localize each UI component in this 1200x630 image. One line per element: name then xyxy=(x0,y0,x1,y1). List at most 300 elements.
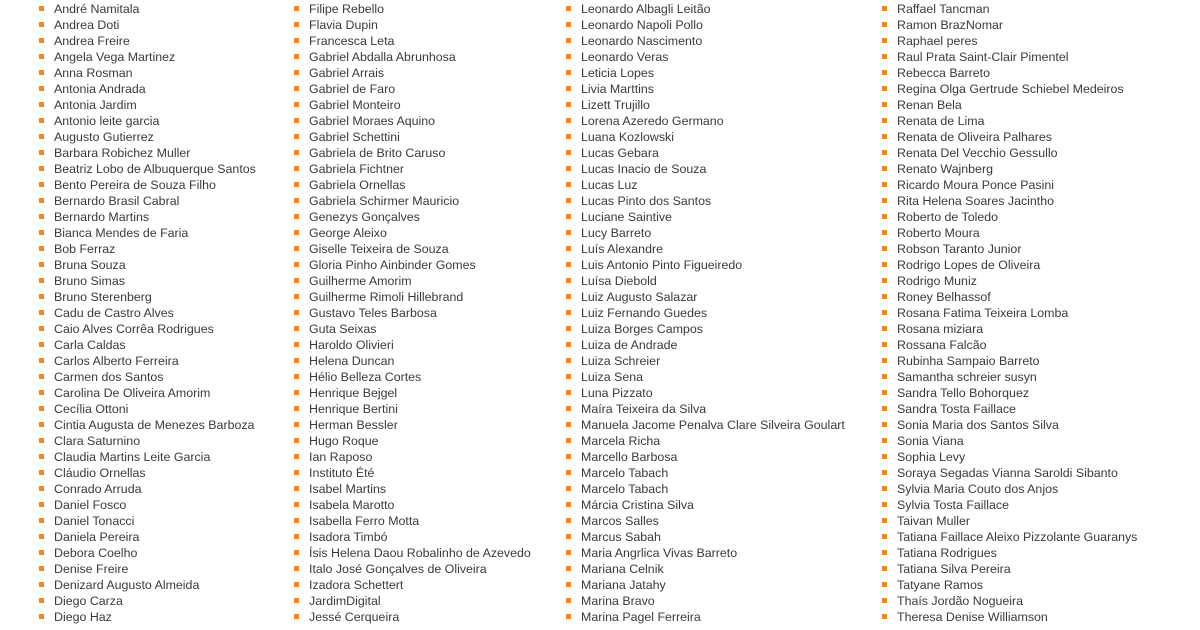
person-name: Leticia Lopes xyxy=(581,66,655,80)
square-bullet-icon xyxy=(882,182,887,187)
list-item xyxy=(565,465,890,481)
square-bullet-icon xyxy=(294,86,299,91)
square-bullet-icon xyxy=(294,230,299,235)
person-name: Regina Olga Gertrude Schiebel Medeiros xyxy=(897,82,1124,96)
list-item xyxy=(881,81,1196,97)
list-item xyxy=(38,65,288,81)
list-item xyxy=(293,129,563,145)
list-item xyxy=(565,545,890,561)
list-item xyxy=(293,241,563,257)
list-item xyxy=(293,545,563,561)
person-name: Conrado Arruda xyxy=(54,482,142,496)
square-bullet-icon xyxy=(882,486,887,491)
names-column-3 xyxy=(565,1,890,625)
person-name: Tatiana Rodrigues xyxy=(897,546,997,560)
person-name: Bruno Simas xyxy=(54,274,125,288)
square-bullet-icon xyxy=(882,358,887,363)
square-bullet-icon xyxy=(566,118,571,123)
list-item xyxy=(38,241,288,257)
person-name: Luiza Borges Campos xyxy=(581,322,703,336)
list-item xyxy=(565,129,890,145)
list-item xyxy=(38,273,288,289)
square-bullet-icon xyxy=(882,614,887,619)
person-name: Bruna Souza xyxy=(54,258,126,272)
list-item xyxy=(565,401,890,417)
list-item xyxy=(881,49,1196,65)
list-item xyxy=(881,65,1196,81)
person-name: Raul Prata Saint-Clair Pimentel xyxy=(897,50,1069,64)
square-bullet-icon xyxy=(294,518,299,523)
person-name: Luísa Diebold xyxy=(581,274,657,288)
square-bullet-icon xyxy=(566,534,571,539)
person-name: Rubinha Sampaio Barreto xyxy=(897,354,1040,368)
list-item xyxy=(565,193,890,209)
person-name: Mariana Jatahy xyxy=(581,578,666,592)
list-item xyxy=(881,305,1196,321)
person-name: Haroldo Olivieri xyxy=(309,338,394,352)
square-bullet-icon xyxy=(882,502,887,507)
list-item xyxy=(38,529,288,545)
square-bullet-icon xyxy=(294,294,299,299)
list-item xyxy=(881,577,1196,593)
list-item xyxy=(38,481,288,497)
list-item xyxy=(565,241,890,257)
list-item xyxy=(293,177,563,193)
square-bullet-icon xyxy=(294,6,299,11)
person-name: Bob Ferraz xyxy=(54,242,116,256)
person-name: Lizett Trujillo xyxy=(581,98,650,112)
square-bullet-icon xyxy=(39,342,44,347)
list-item xyxy=(293,17,563,33)
person-name: Renata Del Vecchio Gessullo xyxy=(897,146,1058,160)
person-name: Henrique Bejgel xyxy=(309,386,398,400)
list-item xyxy=(881,513,1196,529)
square-bullet-icon xyxy=(294,550,299,555)
square-bullet-icon xyxy=(566,438,571,443)
person-name: Isabela Marotto xyxy=(309,498,395,512)
person-name: Augusto Gutierrez xyxy=(54,130,154,144)
square-bullet-icon xyxy=(294,598,299,603)
square-bullet-icon xyxy=(294,54,299,59)
square-bullet-icon xyxy=(294,502,299,507)
person-name: Gabriel Monteiro xyxy=(309,98,401,112)
square-bullet-icon xyxy=(566,566,571,571)
list-item xyxy=(293,65,563,81)
list-item xyxy=(565,593,890,609)
person-name: Gabriel Abdalla Abrunhosa xyxy=(309,50,456,64)
square-bullet-icon xyxy=(882,518,887,523)
person-name: Rosana miziara xyxy=(897,322,984,336)
person-name: Sylvia Tosta Faillace xyxy=(897,498,1010,512)
square-bullet-icon xyxy=(882,70,887,75)
square-bullet-icon xyxy=(39,470,44,475)
square-bullet-icon xyxy=(882,534,887,539)
person-name: Bento Pereira de Souza Filho xyxy=(54,178,216,192)
person-name: Leonardo Veras xyxy=(581,50,669,64)
list-item xyxy=(38,401,288,417)
square-bullet-icon xyxy=(39,182,44,187)
square-bullet-icon xyxy=(39,230,44,235)
list-item xyxy=(293,81,563,97)
square-bullet-icon xyxy=(566,230,571,235)
names-column-2 xyxy=(293,1,563,625)
person-name: Tatiana Faillace Aleixo Pizzolante Guaranys xyxy=(897,530,1138,544)
person-name: Renata de Oliveira Palhares xyxy=(897,130,1052,144)
list-item xyxy=(293,145,563,161)
person-name: Rosana Fatima Teixeira Lomba xyxy=(897,306,1069,320)
person-name: Antonia Andrada xyxy=(54,82,146,96)
list-item xyxy=(38,497,288,513)
square-bullet-icon xyxy=(566,198,571,203)
square-bullet-icon xyxy=(39,102,44,107)
square-bullet-icon xyxy=(566,6,571,11)
list-item xyxy=(38,225,288,241)
list-item xyxy=(881,529,1196,545)
person-name: Sonia Maria dos Santos Silva xyxy=(897,418,1059,432)
list-item xyxy=(565,369,890,385)
list-item xyxy=(293,305,563,321)
list-item xyxy=(565,225,890,241)
list-item xyxy=(293,257,563,273)
person-name: Clara Saturnino xyxy=(54,434,141,448)
person-name: Herman Bessler xyxy=(309,418,398,432)
person-name: Cadu de Castro Alves xyxy=(54,306,174,320)
person-name: Rodrigo Muniz xyxy=(897,274,977,288)
person-name: Denizard Augusto Almeida xyxy=(54,578,200,592)
person-name: Theresa Denise Williamson xyxy=(897,610,1048,624)
person-name: Rita Helena Soares Jacintho xyxy=(897,194,1055,208)
square-bullet-icon xyxy=(882,214,887,219)
list-item xyxy=(881,177,1196,193)
list-item xyxy=(38,49,288,65)
person-name: Bernardo Brasil Cabral xyxy=(54,194,180,208)
square-bullet-icon xyxy=(882,326,887,331)
person-name: Marcos Salles xyxy=(581,514,659,528)
person-name: Renan Bela xyxy=(897,98,962,112)
list-item xyxy=(881,433,1196,449)
square-bullet-icon xyxy=(566,390,571,395)
list-item xyxy=(565,273,890,289)
list-item xyxy=(881,241,1196,257)
square-bullet-icon xyxy=(39,518,44,523)
square-bullet-icon xyxy=(39,198,44,203)
square-bullet-icon xyxy=(294,214,299,219)
square-bullet-icon xyxy=(294,102,299,107)
list-item xyxy=(881,609,1196,625)
square-bullet-icon xyxy=(294,38,299,43)
list-item xyxy=(881,257,1196,273)
list-item xyxy=(881,369,1196,385)
person-name: Luiza Schreier xyxy=(581,354,661,368)
square-bullet-icon xyxy=(566,86,571,91)
square-bullet-icon xyxy=(294,486,299,491)
list-item xyxy=(38,209,288,225)
person-name: Italo José Gonçalves de Oliveira xyxy=(309,562,487,576)
person-name: Carla Caldas xyxy=(54,338,126,352)
square-bullet-icon xyxy=(882,102,887,107)
person-name: Filipe Rebello xyxy=(309,2,385,16)
person-name: Lucas Gebara xyxy=(581,146,659,160)
person-name: George Aleixo xyxy=(309,226,387,240)
square-bullet-icon xyxy=(566,70,571,75)
square-bullet-icon xyxy=(39,390,44,395)
square-bullet-icon xyxy=(294,70,299,75)
square-bullet-icon xyxy=(566,374,571,379)
list-item xyxy=(38,353,288,369)
list-item xyxy=(293,529,563,545)
list-item xyxy=(38,257,288,273)
square-bullet-icon xyxy=(566,406,571,411)
square-bullet-icon xyxy=(566,134,571,139)
list-item xyxy=(293,193,563,209)
square-bullet-icon xyxy=(566,502,571,507)
list-item xyxy=(293,33,563,49)
person-name: Robson Taranto Junior xyxy=(897,242,1022,256)
square-bullet-icon xyxy=(39,70,44,75)
person-name: André Namitala xyxy=(54,2,140,16)
list-item xyxy=(881,33,1196,49)
square-bullet-icon xyxy=(566,598,571,603)
square-bullet-icon xyxy=(566,294,571,299)
square-bullet-icon xyxy=(39,294,44,299)
square-bullet-icon xyxy=(566,422,571,427)
list-item xyxy=(881,145,1196,161)
square-bullet-icon xyxy=(566,358,571,363)
list-item xyxy=(565,513,890,529)
square-bullet-icon xyxy=(294,374,299,379)
list-item xyxy=(293,49,563,65)
list-item xyxy=(293,513,563,529)
square-bullet-icon xyxy=(294,310,299,315)
square-bullet-icon xyxy=(566,518,571,523)
person-name: Helena Duncan xyxy=(309,354,395,368)
square-bullet-icon xyxy=(882,166,887,171)
square-bullet-icon xyxy=(882,86,887,91)
list-item xyxy=(565,257,890,273)
list-item xyxy=(565,321,890,337)
person-name: Bernardo Martins xyxy=(54,210,150,224)
list-item xyxy=(293,225,563,241)
square-bullet-icon xyxy=(566,326,571,331)
square-bullet-icon xyxy=(566,182,571,187)
person-name: Roberto Moura xyxy=(897,226,980,240)
list-item xyxy=(293,481,563,497)
person-name: Luiz Augusto Salazar xyxy=(581,290,698,304)
list-item xyxy=(293,209,563,225)
list-item xyxy=(293,1,563,17)
person-name: Diego Carza xyxy=(54,594,123,608)
person-name: Marcello Barbosa xyxy=(581,450,678,464)
square-bullet-icon xyxy=(294,614,299,619)
square-bullet-icon xyxy=(39,454,44,459)
person-name: Manuela Jacome Penalva Clare Silveira Goulart xyxy=(581,418,845,432)
square-bullet-icon xyxy=(882,230,887,235)
square-bullet-icon xyxy=(882,22,887,27)
list-item xyxy=(38,561,288,577)
person-name: Leonardo Napoli Pollo xyxy=(581,18,703,32)
person-name: Guilherme Amorim xyxy=(309,274,412,288)
person-name: Guilherme Rimoli Hillebrand xyxy=(309,290,464,304)
person-name: Marina Bravo xyxy=(581,594,655,608)
list-item xyxy=(293,113,563,129)
list-item xyxy=(38,177,288,193)
person-name: Roney Belhassof xyxy=(897,290,991,304)
square-bullet-icon xyxy=(566,614,571,619)
square-bullet-icon xyxy=(566,150,571,155)
square-bullet-icon xyxy=(39,246,44,251)
square-bullet-icon xyxy=(566,310,571,315)
person-name: Carlos Alberto Ferreira xyxy=(54,354,179,368)
square-bullet-icon xyxy=(882,422,887,427)
list-item xyxy=(38,1,288,17)
square-bullet-icon xyxy=(882,550,887,555)
list-item xyxy=(38,465,288,481)
square-bullet-icon xyxy=(566,470,571,475)
person-name: Claudia Martins Leite Garcia xyxy=(54,450,211,464)
person-name: Raffael Tancman xyxy=(897,2,990,16)
person-name: Angela Vega Martinez xyxy=(54,50,176,64)
square-bullet-icon xyxy=(566,262,571,267)
person-name: Roberto de Toledo xyxy=(897,210,999,224)
list-item xyxy=(293,353,563,369)
square-bullet-icon xyxy=(39,486,44,491)
person-name: Marcelo Tabach xyxy=(581,482,669,496)
person-name: Luiza de Andrade xyxy=(581,338,678,352)
person-name: Daniel Tonacci xyxy=(54,514,135,528)
list-item xyxy=(881,497,1196,513)
square-bullet-icon xyxy=(882,278,887,283)
person-name: Marcelo Tabach xyxy=(581,466,669,480)
person-name: Lucas Luz xyxy=(581,178,638,192)
list-item xyxy=(565,145,890,161)
list-item xyxy=(293,161,563,177)
square-bullet-icon xyxy=(294,438,299,443)
person-name: Bianca Mendes de Faria xyxy=(54,226,189,240)
person-name: Bruno Sterenberg xyxy=(54,290,152,304)
person-name: Genezys Gonçalves xyxy=(309,210,420,224)
person-name: Ricardo Moura Ponce Pasini xyxy=(897,178,1055,192)
person-name: Lucas Pinto dos Santos xyxy=(581,194,712,208)
list-item xyxy=(881,481,1196,497)
person-name: Diego Haz xyxy=(54,610,112,624)
square-bullet-icon xyxy=(882,118,887,123)
square-bullet-icon xyxy=(566,38,571,43)
square-bullet-icon xyxy=(294,166,299,171)
person-name: Jessé Cerqueira xyxy=(309,610,400,624)
list-item xyxy=(38,113,288,129)
square-bullet-icon xyxy=(882,342,887,347)
square-bullet-icon xyxy=(294,566,299,571)
person-name: Lorena Azeredo Germano xyxy=(581,114,724,128)
list-item xyxy=(38,161,288,177)
square-bullet-icon xyxy=(882,438,887,443)
person-name: Thaís Jordão Nogueira xyxy=(897,594,1024,608)
person-name: Soraya Segadas Vianna Saroldi Sibanto xyxy=(897,466,1118,480)
list-item xyxy=(881,337,1196,353)
list-item xyxy=(565,1,890,17)
person-name: Luiz Fernando Guedes xyxy=(581,306,708,320)
list-item xyxy=(881,17,1196,33)
square-bullet-icon xyxy=(39,502,44,507)
list-item xyxy=(38,449,288,465)
list-item xyxy=(38,433,288,449)
list-item xyxy=(38,33,288,49)
square-bullet-icon xyxy=(39,614,44,619)
person-name: Sandra Tello Bohorquez xyxy=(897,386,1030,400)
square-bullet-icon xyxy=(39,358,44,363)
person-name: Andrea Doti xyxy=(54,18,120,32)
person-name: Daniel Fosco xyxy=(54,498,127,512)
square-bullet-icon xyxy=(39,22,44,27)
square-bullet-icon xyxy=(294,246,299,251)
square-bullet-icon xyxy=(882,598,887,603)
person-name: Rossana Falcão xyxy=(897,338,987,352)
person-name: Sonia Viana xyxy=(897,434,964,448)
list-item xyxy=(293,289,563,305)
person-name: Gabriela de Brito Caruso xyxy=(309,146,446,160)
list-item xyxy=(293,497,563,513)
square-bullet-icon xyxy=(566,22,571,27)
square-bullet-icon xyxy=(882,294,887,299)
list-item xyxy=(565,497,890,513)
square-bullet-icon xyxy=(39,534,44,539)
square-bullet-icon xyxy=(882,454,887,459)
square-bullet-icon xyxy=(882,374,887,379)
person-name: Gabriel Moraes Aquino xyxy=(309,114,436,128)
square-bullet-icon xyxy=(566,102,571,107)
square-bullet-icon xyxy=(39,550,44,555)
person-name: Samantha schreier susyn xyxy=(897,370,1037,384)
list-item xyxy=(565,97,890,113)
person-name: Renata de Lima xyxy=(897,114,985,128)
square-bullet-icon xyxy=(294,390,299,395)
list-item xyxy=(881,545,1196,561)
square-bullet-icon xyxy=(39,278,44,283)
list-item xyxy=(565,433,890,449)
person-name: Rodrigo Lopes de Oliveira xyxy=(897,258,1041,272)
person-name: Maria Angrlica Vivas Barreto xyxy=(581,546,738,560)
square-bullet-icon xyxy=(882,310,887,315)
person-name: Luis Antonio Pinto Figueiredo xyxy=(581,258,743,272)
list-item xyxy=(881,161,1196,177)
person-name: Debora Coelho xyxy=(54,546,138,560)
square-bullet-icon xyxy=(39,438,44,443)
person-name: Guta Seixas xyxy=(309,322,377,336)
square-bullet-icon xyxy=(294,534,299,539)
person-name: Cláudio Ornellas xyxy=(54,466,146,480)
person-name: Daniela Pereira xyxy=(54,530,140,544)
person-name: Hélio Belleza Cortes xyxy=(309,370,422,384)
square-bullet-icon xyxy=(294,134,299,139)
list-item xyxy=(565,49,890,65)
list-item xyxy=(565,353,890,369)
list-item xyxy=(38,305,288,321)
square-bullet-icon xyxy=(294,454,299,459)
person-name: Gabriel Arrais xyxy=(309,66,385,80)
list-item xyxy=(565,609,890,625)
person-name: Gabriela Schirmer Mauricio xyxy=(309,194,460,208)
square-bullet-icon xyxy=(39,598,44,603)
list-item xyxy=(881,401,1196,417)
list-item xyxy=(38,593,288,609)
list-item xyxy=(565,17,890,33)
person-name: Gustavo Teles Barbosa xyxy=(309,306,437,320)
person-name: Leonardo Nascimento xyxy=(581,34,703,48)
list-item xyxy=(293,369,563,385)
person-name: Isabel Martins xyxy=(309,482,387,496)
square-bullet-icon xyxy=(882,390,887,395)
person-name: Flavia Dupin xyxy=(309,18,378,32)
